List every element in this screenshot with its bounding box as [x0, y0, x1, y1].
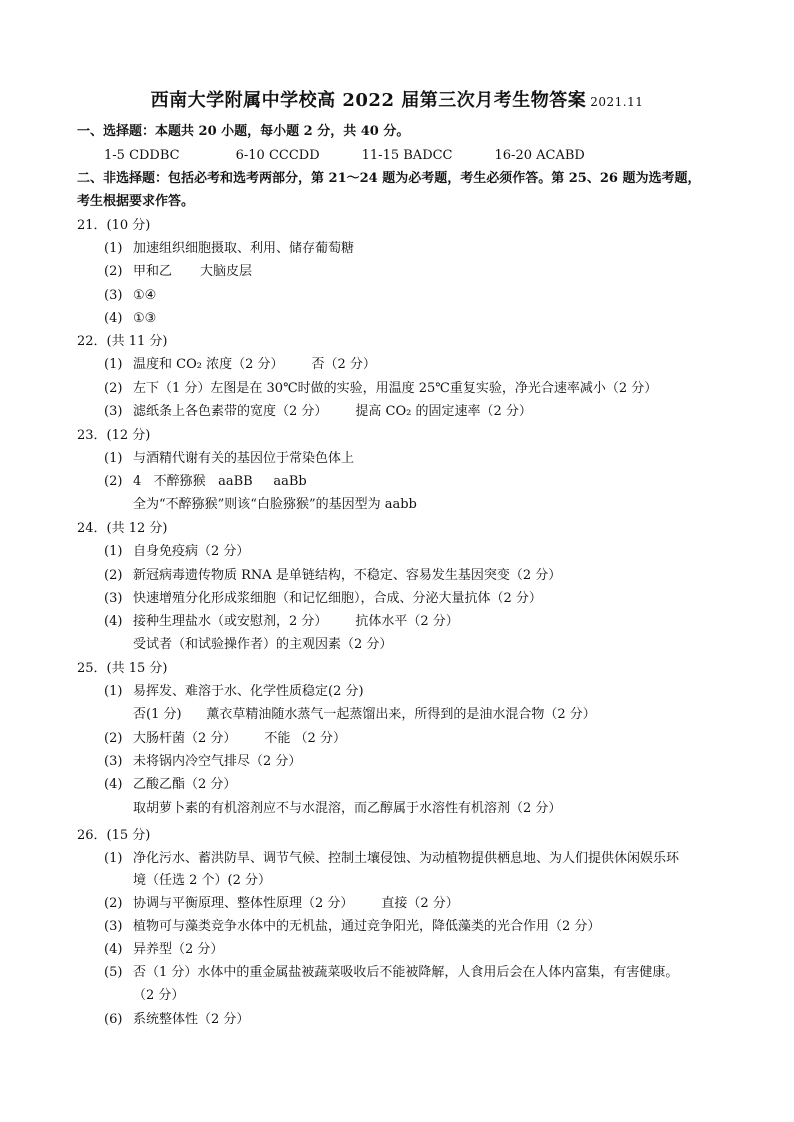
q24-item-1: (1) 自身免疫病（2 分） — [104, 544, 250, 559]
q24-item-2: (2) 新冠病毒遗传物质 RNA 是单链结构，不稳定、容易发生基因突变（2 分） — [104, 568, 562, 583]
q24-item-4: (4) 接种生理盐水（或安慰剂，2 分） 抗体水平（2 分） — [104, 614, 459, 629]
q26-item-2: (2) 协调与平衡原理、整体性原理（2 分） 直接（2 分） — [104, 896, 459, 911]
q25-item-1: (1) 易挥发、难溶于水、化学性质稳定(2 分) — [104, 684, 364, 699]
q26-item-5: (5) 否（1 分）水体中的重金属盐被蔬菜吸收后不能被降解，人食用后会在人体内富集，有害健康。 — [104, 965, 679, 980]
title-main: 西南大学附属中学校高 2022 届第三次月考生物答案 — [150, 90, 587, 111]
q22-item-2: (2) 左下（1 分）左图是在 30℃时做的实验，用温度 25℃重复实验，净光合速率减小（2 分） — [104, 381, 658, 396]
page-title — [0, 86, 794, 112]
choice-answer-11-15: 11-15 BADCC — [361, 148, 453, 163]
choice-answer-16-20: 16-20 ACABD — [494, 148, 585, 163]
q24-header: 24．(共 12 分) — [77, 521, 168, 536]
q25-item-4: (4) 乙酸乙酯（2 分） — [104, 777, 237, 792]
q26-item-5-continued: （2 分） — [133, 988, 185, 1003]
choice-answers-row — [104, 148, 585, 164]
q26-item-1-continued: 境（任选 2 个）(2 分） — [133, 873, 272, 888]
q24-item-3: (3) 快速增殖分化形成浆细胞（和记忆细胞），合成、分泌大量抗体（2 分） — [104, 591, 542, 606]
q25-item-2: (2) 大肠杆菌（2 分） 不能 （2 分） — [104, 731, 346, 746]
q21-header: 21．(10 分) — [77, 218, 151, 233]
choice-answer-6-10: 6-10 CCCDD — [235, 148, 320, 163]
title-date: 2021.11 — [590, 95, 644, 109]
q23-header: 23．(12 分) — [77, 428, 151, 443]
q25-item-1-continued: 否(1 分) 薰衣草精油随水蒸气一起蒸馏出来，所得到的是油水混合物（2 分） — [133, 707, 596, 722]
q23-item-2: (2) 4 不醉猕猴 aaBB aaBb — [104, 474, 307, 489]
q23-item-2-continued: 全为“不醉猕猴”则该“白脸猕猴”的基因型为 aabb — [133, 497, 417, 512]
q26-item-3: (3) 植物可与藻类竞争水体中的无机盐，通过竞争阳光，降低藻类的光合作用（2 分） — [104, 919, 601, 934]
q21-item-2: (2) 甲和乙 大脑皮层 — [104, 264, 253, 279]
q26-item-1: (1) 净化污水、蓄洪防旱、调节气候、控制土壤侵蚀、为动植物提供栖息地、为人们提供休闲娱乐环 — [104, 851, 680, 866]
q26-item-6: (6) 系统整体性（2 分） — [104, 1012, 250, 1027]
q21-item-1: (1) 加速组织细胞摄取、利用、储存葡萄糖 — [104, 241, 355, 256]
q22-header: 22．(共 11 分) — [77, 334, 168, 349]
q26-header: 26．(15 分) — [77, 828, 151, 843]
choice-answer-1-5: 1-5 CDDBC — [104, 148, 180, 163]
q23-item-1: (1) 与酒精代谢有关的基因位于常染色体上 — [104, 451, 355, 466]
q21-item-4: (4) ①③ — [104, 311, 157, 326]
q22-item-3: (3) 滤纸条上各色素带的宽度（2 分） 提高 CO₂ 的固定速率（2 分） — [104, 404, 532, 419]
q21-item-3: (3) ①④ — [104, 288, 157, 303]
q22-item-1: (1) 温度和 CO₂ 浓度（2 分） 否（2 分） — [104, 357, 376, 372]
q24-item-4-continued: 受试者（和试验操作者）的主观因素（2 分） — [133, 637, 393, 652]
q25-item-4-continued: 取胡萝卜素的有机溶剂应不与水混溶，而乙醇属于水溶性有机溶剂（2 分） — [133, 801, 562, 816]
section1-heading: 一、选择题：本题共 20 小题，每小题 2 分，共 40 分。 — [77, 124, 410, 139]
q26-item-4: (4) 异养型（2 分） — [104, 942, 224, 957]
section2-heading-line1: 二、非选择题：包括必考和选考两部分，第 21～24 题为必考题，考生必须作答。第 25、26 题为选考题， — [77, 171, 701, 186]
section2-heading-line2: 考生根据要求作答。 — [77, 194, 195, 209]
q25-header: 25．(共 15 分) — [77, 661, 168, 676]
q25-item-3: (3) 未将锅内冷空气排尽（2 分） — [104, 754, 302, 769]
